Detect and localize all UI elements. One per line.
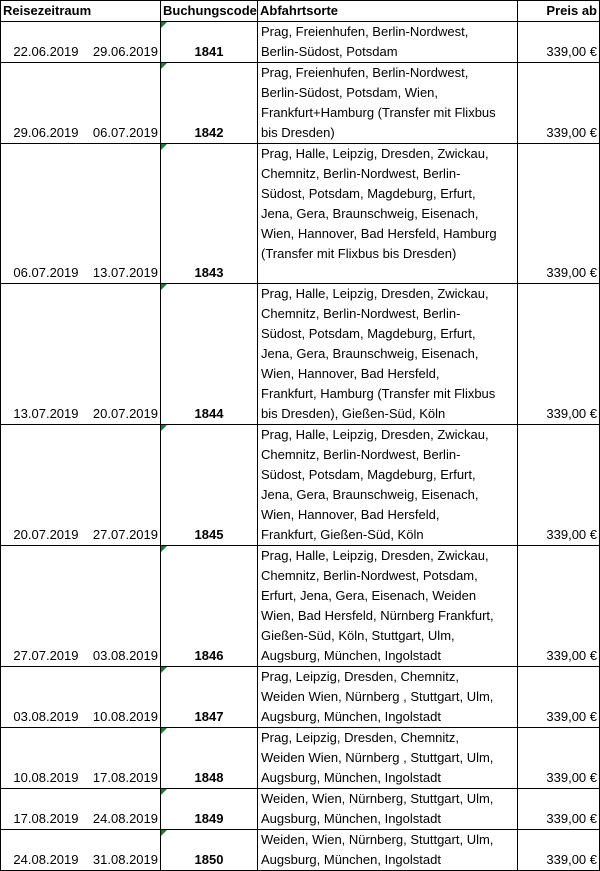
price-cell: 339,00 €	[518, 789, 600, 830]
booking-code	[161, 728, 258, 789]
to-date: 17.08.2019	[81, 728, 161, 789]
price-cell: 339,00 €	[518, 546, 600, 667]
table-row	[1, 284, 600, 425]
price-cell: 339,00 €	[518, 22, 600, 63]
header-code: Buchungscode	[161, 1, 258, 22]
booking-code	[161, 667, 258, 728]
departure-places: Prag, Halle, Leipzig, Dresden, Zwickau, Chemnitz, Berlin-Nordwest, Berlin- Südost, Potsdam, Magdeburg, Erfurt, Jena, Gera, Braunschweig, Eisenach, Wien, Hannover, Bad Hersfeld, Frankfurt, Gießen-Süd, Köln	[258, 425, 518, 546]
booking-code	[161, 22, 258, 63]
booking-code-text: 1850	[194, 852, 224, 867]
booking-code-text: 1849	[194, 811, 224, 826]
from-date: 29.06.2019	[1, 63, 81, 144]
booking-code	[161, 144, 258, 284]
table-row	[1, 667, 600, 728]
header-price: Preis ab	[518, 1, 600, 22]
table-row	[1, 546, 600, 667]
booking-code	[161, 546, 258, 667]
from-date: 24.08.2019	[1, 830, 81, 871]
table-row	[1, 63, 600, 144]
from-date: 20.07.2019	[1, 425, 81, 546]
departure-places: Prag, Leipzig, Dresden, Chemnitz, Weiden Wien, Nürnberg , Stuttgart, Ulm, Augsburg, München, Ingolstadt	[258, 728, 518, 789]
to-date: 10.08.2019	[81, 667, 161, 728]
booking-code	[161, 284, 258, 425]
price-cell: 339,00 €	[518, 144, 600, 284]
booking-code-text: 1846	[194, 648, 224, 663]
comment-marker-icon	[161, 284, 167, 290]
from-date: 10.08.2019	[1, 728, 81, 789]
header-period: Reisezeitraum	[1, 1, 161, 22]
from-date: 27.07.2019	[1, 546, 81, 667]
booking-code-text: 1841	[194, 44, 224, 59]
booking-code	[161, 425, 258, 546]
departure-places: Prag, Leipzig, Dresden, Chemnitz, Weiden Wien, Nürnberg , Stuttgart, Ulm, Augsburg, München, Ingolstadt	[258, 667, 518, 728]
table-row	[1, 789, 600, 830]
to-date: 27.07.2019	[81, 425, 161, 546]
from-date: 17.08.2019	[1, 789, 81, 830]
comment-marker-icon	[161, 728, 167, 734]
table-row	[1, 22, 600, 63]
to-date: 20.07.2019	[81, 284, 161, 425]
from-date: 03.08.2019	[1, 667, 81, 728]
booking-code-text: 1843	[194, 265, 224, 280]
table-row	[1, 144, 600, 284]
booking-code	[161, 789, 258, 830]
comment-marker-icon	[161, 425, 167, 431]
price-cell: 339,00 €	[518, 830, 600, 871]
price-cell: 339,00 €	[518, 425, 600, 546]
departure-places: Prag, Halle, Leipzig, Dresden, Zwickau, Chemnitz, Berlin-Nordwest, Berlin- Südost, Potsdam, Magdeburg, Erfurt, Jena, Gera, Braunschweig, Eisenach, Wien, Hannover, Bad Hersfeld, Hamburg (Transfer mit Flixbus bis Dresden)	[258, 144, 518, 284]
table-row	[1, 425, 600, 546]
booking-code-text: 1844	[194, 406, 224, 421]
comment-marker-icon	[161, 667, 167, 673]
booking-code-text: 1847	[194, 709, 224, 724]
header-places: Abfahrtsorte	[258, 1, 518, 22]
booking-code	[161, 830, 258, 871]
comment-marker-icon	[161, 144, 167, 150]
price-cell: 339,00 €	[518, 63, 600, 144]
booking-code-text: 1842	[194, 125, 224, 140]
departure-places: Prag, Freienhufen, Berlin-Nordwest, Berlin-Südost, Potsdam	[258, 22, 518, 63]
to-date: 03.08.2019	[81, 546, 161, 667]
from-date: 06.07.2019	[1, 144, 81, 284]
from-date: 13.07.2019	[1, 284, 81, 425]
departure-places: Prag, Freienhufen, Berlin-Nordwest, Berlin-Südost, Potsdam, Wien, Frankfurt+Hamburg (Transfer mit Flixbus bis Dresden)	[258, 63, 518, 144]
table-row	[1, 728, 600, 789]
price-cell: 339,00 €	[518, 728, 600, 789]
departure-places: Weiden, Wien, Nürnberg, Stuttgart, Ulm, Augsburg, München, Ingolstadt	[258, 789, 518, 830]
comment-marker-icon	[161, 830, 167, 836]
comment-marker-icon	[161, 546, 167, 552]
to-date: 31.08.2019	[81, 830, 161, 871]
comment-marker-icon	[161, 63, 167, 69]
departure-places: Prag, Halle, Leipzig, Dresden, Zwickau, Chemnitz, Berlin-Nordwest, Potsdam, Erfurt, Jena, Gera, Eisenach, Weiden Wien, Bad Hersfeld, Nürnberg Frankfurt, Gießen-Süd, Köln, Stuttgart, Ulm, Augsburg, München, Ingolstadt	[258, 546, 518, 667]
booking-code-text: 1848	[194, 770, 224, 785]
booking-code-text: 1845	[194, 527, 224, 542]
table-row	[1, 830, 600, 871]
to-date: 06.07.2019	[81, 63, 161, 144]
to-date: 29.06.2019	[81, 22, 161, 63]
booking-code	[161, 63, 258, 144]
price-cell: 339,00 €	[518, 667, 600, 728]
departure-places: Weiden, Wien, Nürnberg, Stuttgart, Ulm, Augsburg, München, Ingolstadt	[258, 830, 518, 871]
from-date: 22.06.2019	[1, 22, 81, 63]
to-date: 24.08.2019	[81, 789, 161, 830]
price-cell: 339,00 €	[518, 284, 600, 425]
comment-marker-icon	[161, 22, 167, 28]
departure-places: Prag, Halle, Leipzig, Dresden, Zwickau, Chemnitz, Berlin-Nordwest, Berlin- Südost, Potsdam, Magdeburg, Erfurt, Jena, Gera, Braunschweig, Eisenach, Wien, Hannover, Bad Hersfeld, Frankfurt, Hamburg (Transfer mit Flixbus bis Dresden), Gießen-Süd, Köln	[258, 284, 518, 425]
comment-marker-icon	[161, 789, 167, 795]
to-date: 13.07.2019	[81, 144, 161, 284]
header-row	[1, 1, 600, 22]
